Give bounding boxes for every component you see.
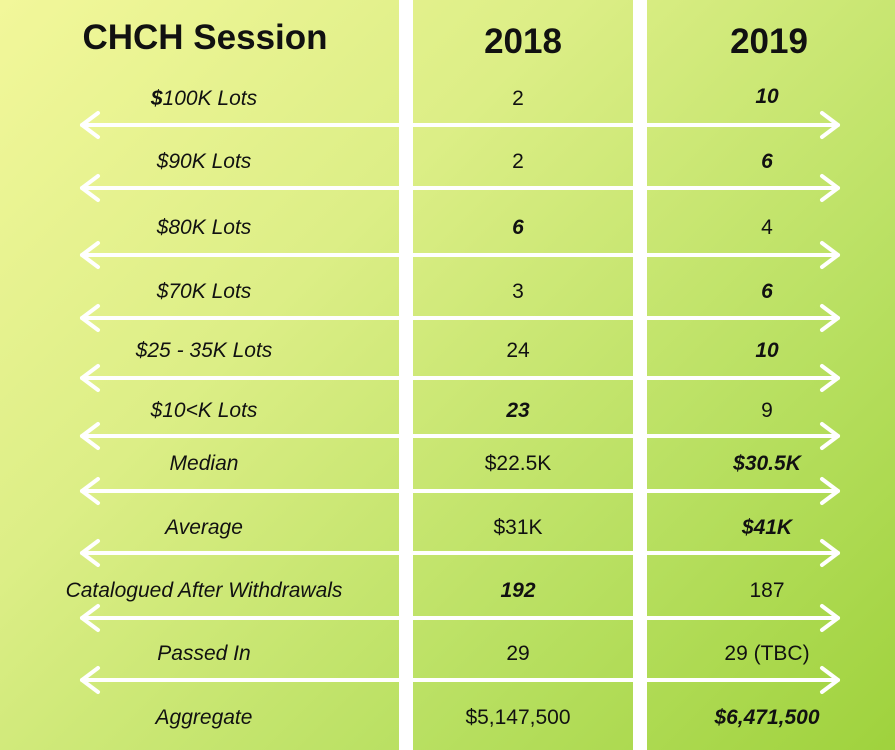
value-2019-median: $30.5K xyxy=(733,452,801,475)
row-label-90k: $90K Lots xyxy=(156,150,252,173)
row-label-70k: $70K Lots xyxy=(156,280,252,303)
row-label-100k xyxy=(0,87,408,111)
value-2018-passed-in: 29 xyxy=(506,642,530,665)
row-label-catalogued: Catalogued After Withdrawals xyxy=(65,579,343,602)
double-arrow-icon xyxy=(78,476,842,506)
row-label-80k: $80K Lots xyxy=(156,216,252,239)
double-arrow-icon xyxy=(78,363,842,393)
value-2019-80k: 4 xyxy=(761,216,773,239)
double-arrow-icon xyxy=(78,603,842,633)
double-arrow-icon xyxy=(78,421,842,451)
value-2019-aggregate: $6,471,500 xyxy=(714,706,820,729)
value-2018-80k: 6 xyxy=(512,216,524,239)
value-2019-70k: 6 xyxy=(761,280,773,303)
double-arrow-icon xyxy=(78,665,842,695)
value-2018-catalogued: 192 xyxy=(500,579,536,602)
value-2019-25-35k: 10 xyxy=(755,339,779,362)
row-label-100k-rest: 100K Lots xyxy=(162,87,258,110)
value-2019-catalogued: 187 xyxy=(749,579,785,602)
row-label-average: Average xyxy=(165,516,243,539)
value-2019-passed-in: 29 (TBC) xyxy=(724,642,810,665)
double-arrow-icon xyxy=(78,173,842,203)
value-2019-90k: 6 xyxy=(761,150,773,173)
value-2018-average: $31K xyxy=(493,516,543,539)
double-arrow-icon xyxy=(78,303,842,333)
row-label-aggregate: Aggregate xyxy=(155,706,253,729)
value-2019-average: $41K xyxy=(741,516,793,539)
value-2018-70k: 3 xyxy=(512,280,524,303)
value-2019-100k: 10 xyxy=(755,85,779,108)
value-2019-10k: 9 xyxy=(761,399,773,422)
double-arrow-icon xyxy=(78,538,842,568)
year-2019-header: 2019 xyxy=(730,22,808,61)
double-arrow-icon xyxy=(78,240,842,270)
row-label-25-35k: $25 - 35K Lots xyxy=(135,339,273,362)
value-2018-25-35k: 24 xyxy=(506,339,530,362)
value-2018-median: $22.5K xyxy=(484,452,552,475)
year-2018-header: 2018 xyxy=(484,22,562,61)
session-header: CHCH Session xyxy=(82,18,328,57)
value-2018-90k: 2 xyxy=(512,150,524,173)
value-2018-aggregate: $5,147,500 xyxy=(465,706,571,729)
row-label-median: Median xyxy=(169,452,239,475)
double-arrow-icon xyxy=(78,110,842,140)
value-2018-100k: 2 xyxy=(512,87,524,110)
value-2018-10k: 23 xyxy=(506,399,530,422)
row-label-passed-in: Passed In xyxy=(157,642,251,665)
row-label-10k: $10<K Lots xyxy=(150,399,258,422)
row-label-100k-prefix: $ xyxy=(150,87,163,110)
